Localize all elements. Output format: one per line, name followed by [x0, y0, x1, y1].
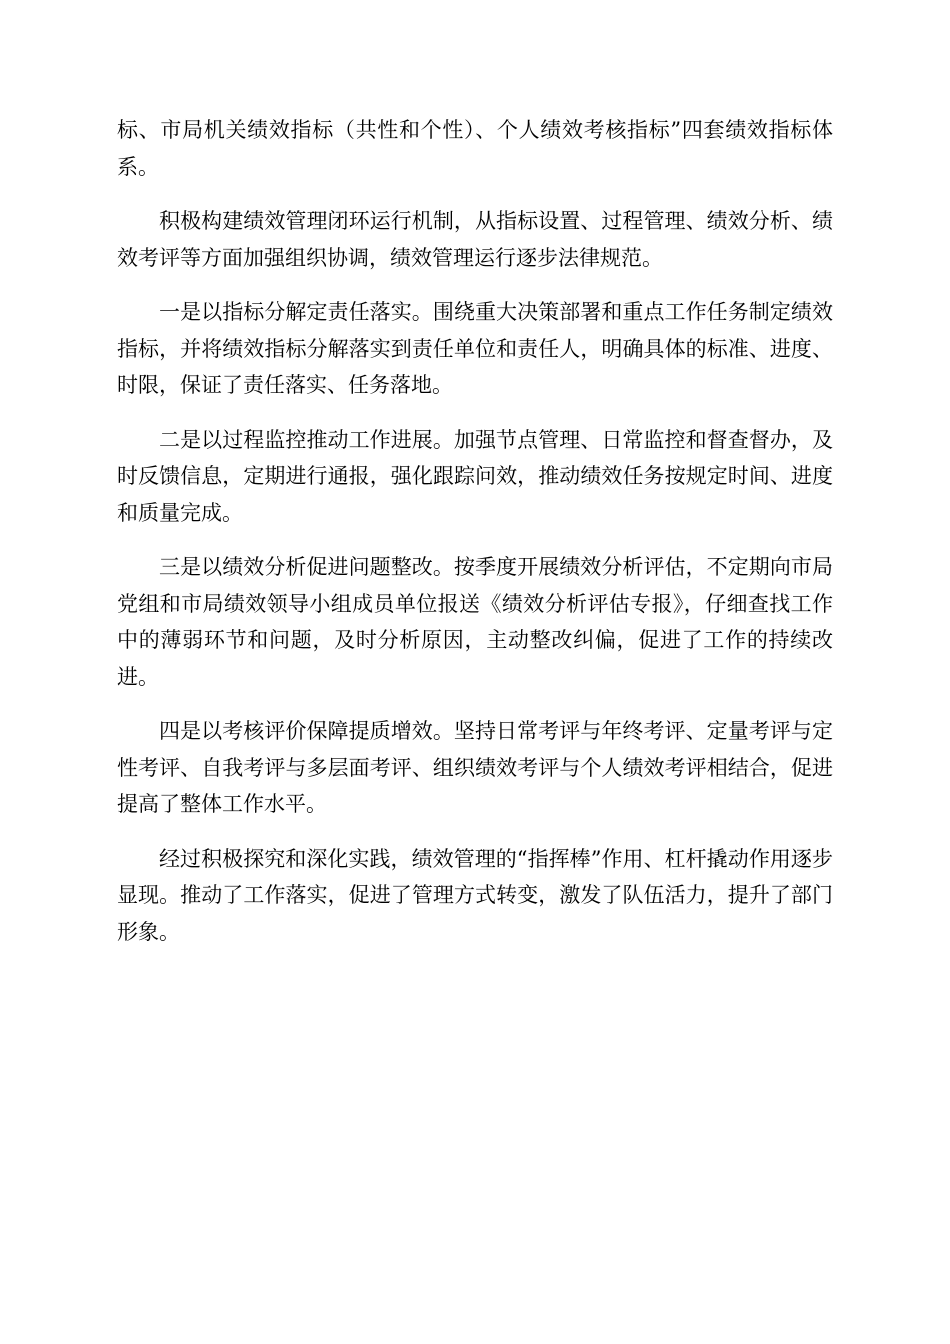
paragraph-closed-loop-mechanism: 积极构建绩效管理闭环运行机制，从指标设置、过程管理、绩效分析、绩效考评等方面加强组织协调，绩效管理运行逐步法律规范。 [117, 209, 833, 270]
paragraph-point-one: 一是以指标分解定责任落实。围绕重大决策部署和重点工作任务制定绩效指标，并将绩效指标分解落实到责任单位和责任人，明确具体的标准、进度、时限，保证了责任落实、任务落地。 [117, 300, 833, 397]
paragraph-conclusion: 经过积极探究和深化实践，绩效管理的“指挥棒”作用、杠杆撬动作用逐步显现。推动了工作落实，促进了管理方式转变，激发了队伍活力，提升了部门形象。 [117, 846, 833, 944]
paragraph-point-four: 四是以考核评价保障提质增效。坚持日常考评与年终考评、定量考评与定性考评、自我考评与多层面考评、组织绩效考评与个人绩效考评相结合，促进提高了整体工作水平。 [117, 719, 833, 816]
paragraph-point-two: 二是以过程监控推动工作进展。加强节点管理、日常监控和督查督办，及时反馈信息，定期进行通报，强化跟踪问效，推动绩效任务按规定时间、进度和质量完成。 [117, 427, 833, 525]
paragraph-point-three: 三是以绩效分析促进问题整改。按季度开展绩效分析评估，不定期向市局党组和市局绩效领导小组成员单位报送《绩效分析评估专报》，仔细查找工作中的薄弱环节和问题，及时分析原因，主动整改纠偏，促进了工作的持续改进。 [117, 555, 833, 689]
paragraph-continuation: 标、市局机关绩效指标（共性和个性）、个人绩效考核指标”四套绩效指标体系。 [117, 118, 833, 179]
document-body [117, 112, 833, 968]
